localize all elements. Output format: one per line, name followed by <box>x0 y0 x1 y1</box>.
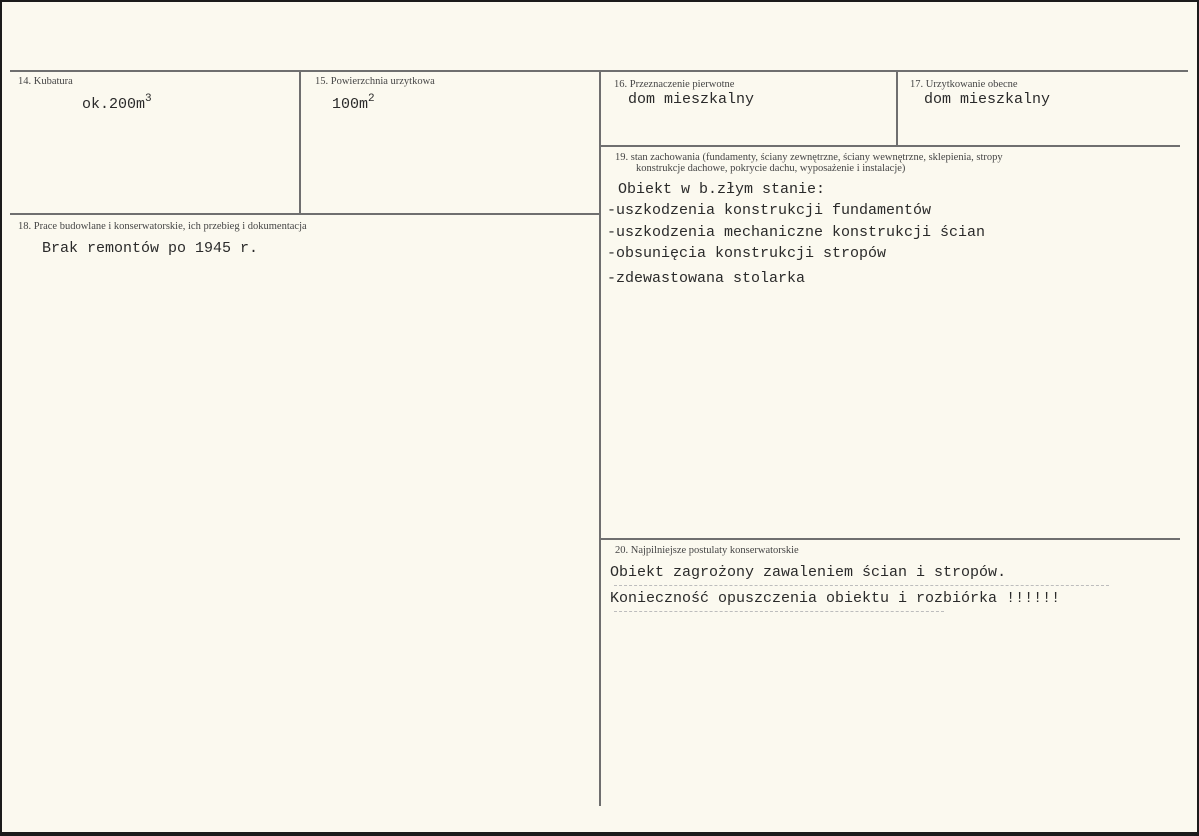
faint-underline <box>614 585 1109 586</box>
field-19-label-line1: 19. stan zachowania (fundamenty, ściany zewnętrzne, ściany wewnętrzne, sklepienia, stropy <box>615 152 1003 163</box>
field-15-value: $100m^2$ <box>332 93 375 113</box>
field-19-line: -zdewastowana stolarka <box>607 270 806 287</box>
field-14-value: $ok.200m^3$ <box>82 93 152 113</box>
field-18-label: 18. Prace budowlane i konserwatorskie, ich przebieg i dokumentacja <box>18 221 307 232</box>
field-16-value: dom mieszkalny <box>628 91 755 108</box>
rule-above-20 <box>600 538 1180 540</box>
field-19-line: -uszkodzenia mechaniczne konstrukcji ścian <box>607 224 986 241</box>
field-19-line: -obsunięcia konstrukcji stropów <box>607 245 887 262</box>
field-18-value: Brak remontów po 1945 r. <box>42 240 259 257</box>
field-19-label-line2: konstrukcje dachowe, pokrycie dachu, wyposażenie i instalacje) <box>636 163 906 174</box>
field-19-line: -uszkodzenia konstrukcji fundamentów <box>607 202 932 219</box>
faint-underline <box>614 611 944 612</box>
record-card <box>2 2 1197 832</box>
field-14-label: 14. Kubatura <box>18 76 73 87</box>
field-17-label: 17. Urzytkowanie obecne <box>910 79 1018 90</box>
rule-under-14-15 <box>10 213 600 215</box>
field-19-line: Obiekt w b.złym stanie: <box>618 181 826 198</box>
divider-16-17 <box>896 72 898 145</box>
divider-center <box>599 72 601 806</box>
field-17-value: dom mieszkalny <box>924 91 1051 108</box>
divider-14-15 <box>299 72 301 213</box>
field-16-label: 16. Przeznaczenie pierwotne <box>614 79 735 90</box>
field-20-label: 20. Najpilniejsze postulaty konserwatorskie <box>615 545 799 556</box>
field-20-line: Obiekt zagrożony zawaleniem ścian i stropów. <box>610 564 1007 581</box>
field-15-label: 15. Powierzchnia urzytkowa <box>315 76 435 87</box>
rule-under-16-17 <box>600 145 1180 147</box>
field-20-line: Konieczność opuszczenia obiektu i rozbiórka !!!!!! <box>610 590 1061 607</box>
